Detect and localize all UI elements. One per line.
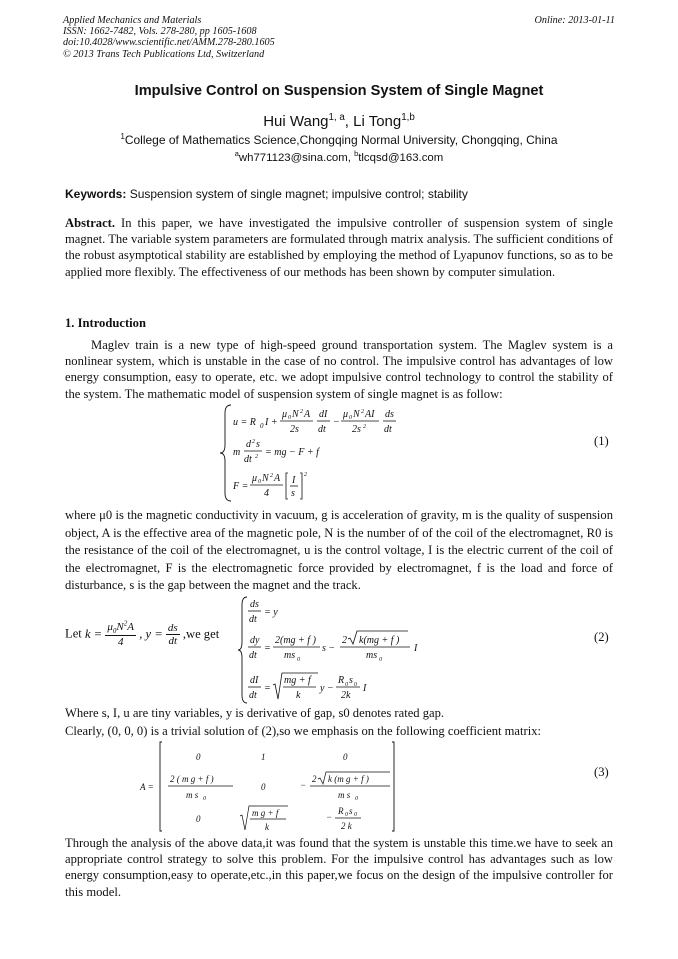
svg-text:N: N <box>262 473 269 484</box>
svg-text:k: k <box>296 690 301 701</box>
svg-text:0: 0 <box>354 682 357 688</box>
svg-text:= mg − F + f: = mg − F + f <box>265 447 319 458</box>
author-2-name: Li Tong <box>353 113 402 130</box>
tiny-variables-line: Where s, I, u are tiny variables, y is derivative of gap, s0 denotes rated gap. <box>65 706 445 720</box>
doi-line: doi:10.4028/www.scientific.net/AMM.278-280.1605 <box>63 37 275 49</box>
svg-text:k(mg + f ): k(mg + f ) <box>359 635 400 646</box>
svg-text:2: 2 <box>300 409 303 415</box>
svg-text:−: − <box>326 812 333 822</box>
online-date: Online: 2013-01-11 <box>534 15 615 26</box>
journal-name: Applied Mechanics and Materials <box>63 15 202 26</box>
email-sup-a: a <box>234 149 239 159</box>
svg-text:dt: dt <box>249 614 257 625</box>
abstract-label: Abstract. <box>65 216 116 230</box>
affiliation-sup: 1 <box>120 132 125 141</box>
svg-text:dI: dI <box>250 675 259 686</box>
svg-text:I: I <box>292 475 296 486</box>
svg-text:μ: μ <box>282 409 288 420</box>
svg-text:s: s <box>291 488 295 499</box>
equation-1 <box>220 403 420 503</box>
svg-text:0: 0 <box>203 796 206 802</box>
svg-text:m g + f: m g + f <box>252 808 279 818</box>
svg-text:2(mg + f ): 2(mg + f ) <box>275 635 316 646</box>
abstract <box>65 215 613 280</box>
svg-text:0: 0 <box>261 782 266 792</box>
svg-text:2: 2 <box>361 409 364 415</box>
svg-text:2: 2 <box>304 472 307 478</box>
svg-text:0: 0 <box>297 657 300 663</box>
svg-text:μ: μ <box>343 409 349 420</box>
svg-text:I: I <box>363 683 367 694</box>
svg-text:0: 0 <box>349 415 352 421</box>
svg-text:ms: ms <box>284 650 296 661</box>
svg-text:N: N <box>292 409 299 420</box>
equation-2-let: Let k = $\frac{\mu_0N^2A}{4}$ , y = $\frac{ds}{dt}$ ,we get <box>65 619 220 649</box>
svg-text:0: 0 <box>345 812 348 818</box>
we-get: ,we get <box>182 627 220 642</box>
equation-1-number: (1) <box>594 434 609 448</box>
intro-paragraph-final: Through the analysis of the above data,it was found that the system is unstable this time.we have to seek an appropriate control strategy to solve this problem. For the impulsive control has advantages such as low energy consumption,easy to operate,etc.,in this paper,we focus on the design of the impulsive controller for this model. <box>65 836 613 899</box>
affiliation-text: College of Mathematics Science,Chongqing Normal University, Chongqing, China <box>124 133 558 147</box>
svg-text:I: I <box>414 643 418 654</box>
author-emails <box>0 149 678 164</box>
svg-text:dy: dy <box>250 635 260 646</box>
author-line <box>0 113 678 130</box>
intro-paragraph-1: Maglev train is a new type of high-speed ground transportation system. The Maglev system is a nonlinear system, which is unstable in the case of no control. The impulsive control has advantages of low energy consumption, easy to operate, etc. we adopt impulsive control technology to control the stability of the system. The mathematic model of suspension system of single magnet is as follow: <box>65 338 613 401</box>
svg-text:N: N <box>353 409 360 420</box>
svg-text:2: 2 <box>252 439 255 445</box>
svg-text:A =: A = <box>140 782 154 792</box>
svg-text:s: s <box>349 806 353 816</box>
keywords-text: Suspension system of single magnet; impulsive control; stability <box>126 187 468 201</box>
svg-text:A: A <box>304 409 311 420</box>
svg-text:0: 0 <box>196 752 201 762</box>
svg-text:0: 0 <box>345 682 348 688</box>
svg-text:dt: dt <box>249 690 257 701</box>
svg-text:ds: ds <box>385 409 394 420</box>
author-1-name: Hui Wang <box>263 113 329 130</box>
author-separator: , <box>344 113 354 130</box>
svg-text:2 k: 2 k <box>341 821 352 831</box>
svg-text:I +: I + <box>265 417 278 428</box>
svg-text:2: 2 <box>270 473 273 479</box>
svg-text:4: 4 <box>264 488 269 499</box>
svg-text:ms: ms <box>366 650 378 661</box>
svg-text:R: R <box>338 806 344 816</box>
keywords-label: Keywords: <box>65 187 127 201</box>
journal-header <box>63 15 275 60</box>
svg-text:0: 0 <box>354 812 357 818</box>
equation-3-matrix <box>138 740 408 834</box>
svg-text:m s: m s <box>338 790 351 800</box>
svg-text:dt: dt <box>318 424 326 435</box>
svg-text:=: = <box>264 683 271 694</box>
copyright-line: © 2013 Trans Tech Publications Ltd, Switzerland <box>63 48 265 60</box>
svg-text:s: s <box>349 675 353 686</box>
svg-text:dt: dt <box>384 424 392 435</box>
svg-text:s −: s − <box>322 643 336 654</box>
svg-text:0: 0 <box>355 796 358 802</box>
affiliation <box>0 133 678 147</box>
svg-text:2: 2 <box>363 424 366 430</box>
svg-text:k (m g + f ): k (m g + f ) <box>328 774 369 784</box>
svg-text:0: 0 <box>343 752 348 762</box>
svg-text:0: 0 <box>379 657 382 663</box>
svg-text:−: − <box>333 417 340 428</box>
paper-title: Impulsive Control on Suspension System of Single Magnet <box>134 83 544 99</box>
abstract-text: In this paper, we have investigated the impulsive controller of suspension system of single magnet. The variable system parameters are formulated through matrix analysis. The sufficient conditions of the robust asymptotical stability are established by employing the method of Lyapunov functions, so as to be applied more flexibly. The effectiveness of our methods has been shown by computer simulation. <box>65 216 613 279</box>
equation-2-number: (2) <box>594 630 609 644</box>
svg-text:A: A <box>274 473 281 484</box>
svg-text:μ: μ <box>252 473 258 484</box>
let-prefix: Let <box>65 626 85 641</box>
svg-text:y −: y − <box>320 683 334 694</box>
svg-text:= y: = y <box>264 607 278 618</box>
svg-text:dt: dt <box>244 454 252 465</box>
svg-text:d: d <box>246 439 251 450</box>
svg-text:R: R <box>338 675 345 686</box>
svg-text:2: 2 <box>342 635 347 646</box>
author-1-sup: 1, a <box>328 112 345 123</box>
email-a[interactable]: wh771123@sina.com, <box>238 152 355 164</box>
keywords <box>65 187 468 201</box>
author-2-sup: 1,b <box>401 112 415 123</box>
svg-text:2 ( m g + f ): 2 ( m g + f ) <box>170 774 214 784</box>
svg-text:0: 0 <box>260 422 264 430</box>
svg-text:u = R: u = R <box>233 417 256 428</box>
issn-line: ISSN: 1662-7482, Vols. 278-280, pp 1605-1608 <box>63 26 257 38</box>
svg-text:AI: AI <box>365 409 375 420</box>
svg-text:F =: F = <box>233 481 249 492</box>
trivial-solution-line: Clearly, (0, 0, 0) is a trivial solution of (2),so we emphasis on the following coefficient matrix: <box>65 724 542 738</box>
svg-text:m s: m s <box>186 790 199 800</box>
svg-text:m: m <box>233 447 241 458</box>
svg-text:2s: 2s <box>290 424 299 435</box>
svg-text:0: 0 <box>288 415 291 421</box>
svg-text:0: 0 <box>258 479 261 485</box>
svg-text:2: 2 <box>312 774 317 784</box>
svg-text:0: 0 <box>196 814 201 824</box>
svg-text:2k: 2k <box>341 690 351 701</box>
email-b[interactable]: tlcqsd@163.com <box>358 152 444 164</box>
section-heading-introduction: 1. Introduction <box>65 316 146 330</box>
symbol-definitions: where μ0 is the magnetic conductivity in vacuum, g is acceleration of gravity, m is the quality of suspension object, A is the effective area of the magnetic pole, N is the number of of the coil of the electromagnet, R0 is the resistance of the coil of the electromagnet, u is the control voltage, I is the electric current of the coil of the electromagnet, F is the electromagnetic force provided by electromagnet, f is the load and force of disturbance, s is the gap between the magnet and the track. <box>65 508 613 592</box>
svg-text:−: − <box>300 780 307 790</box>
svg-text:2s: 2s <box>352 424 361 435</box>
svg-text:ds: ds <box>250 599 259 610</box>
svg-text:2: 2 <box>255 454 258 460</box>
equation-2-system <box>238 595 438 705</box>
email-sup-b: b <box>354 149 359 159</box>
svg-text:k: k <box>265 822 269 832</box>
svg-text:1: 1 <box>261 752 266 762</box>
svg-text:mg + f: mg + f <box>284 675 311 686</box>
svg-text:s: s <box>256 439 260 450</box>
svg-text:=: = <box>264 643 271 654</box>
equation-3-number: (3) <box>594 765 609 779</box>
svg-text:dI: dI <box>319 409 328 420</box>
svg-text:dt: dt <box>249 650 257 661</box>
